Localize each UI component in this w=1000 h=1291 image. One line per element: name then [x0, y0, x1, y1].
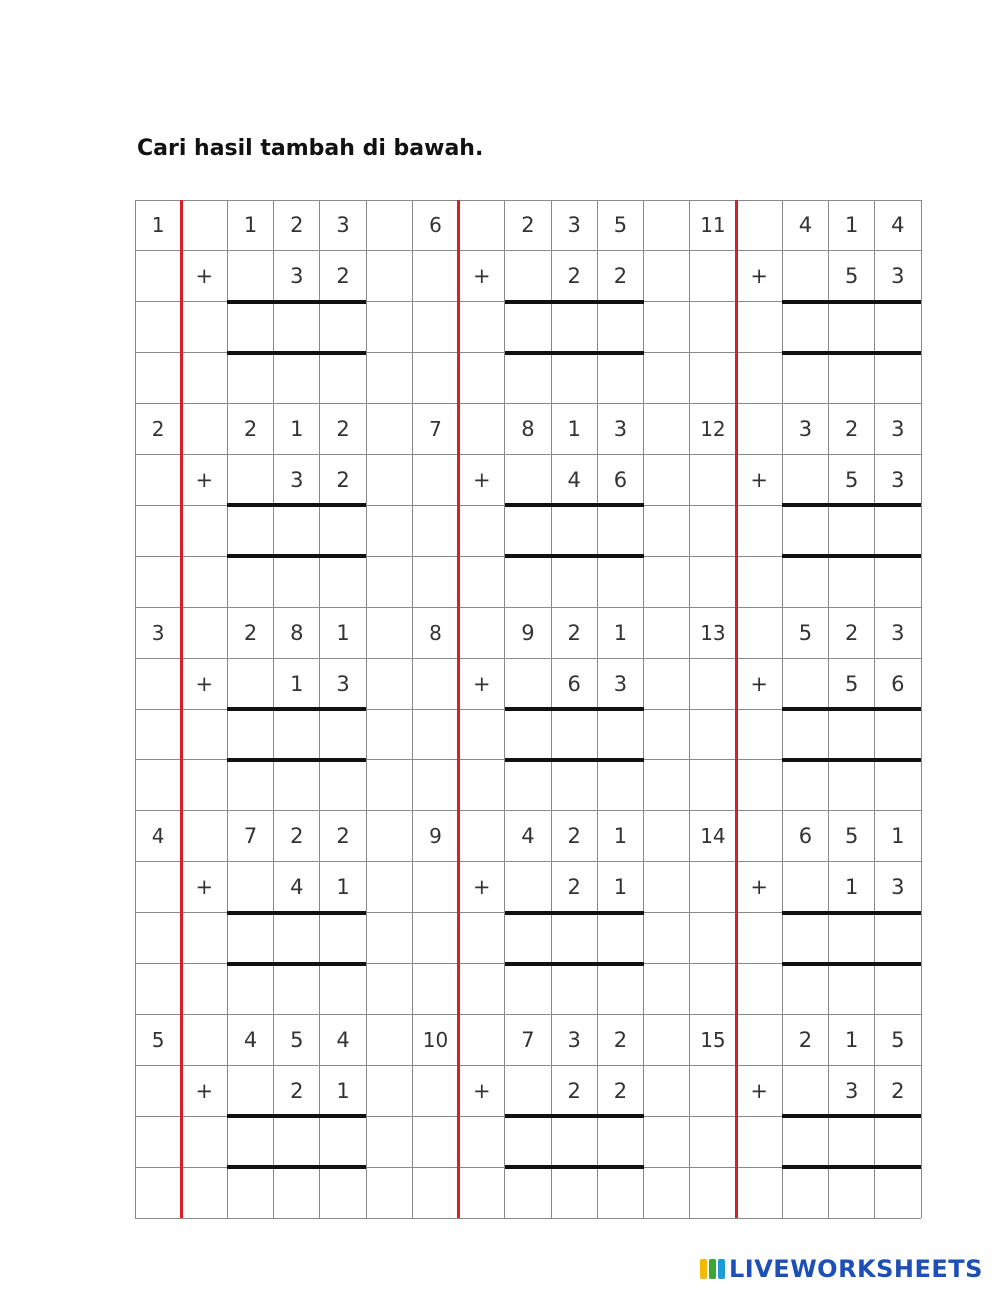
- sum-line: [782, 911, 921, 915]
- digit: 2: [798, 1027, 813, 1052]
- digit: 1: [567, 417, 581, 442]
- digit: 2: [844, 620, 859, 645]
- digit: 3: [891, 467, 905, 492]
- digit: 2: [613, 264, 628, 289]
- answer-cell[interactable]: [320, 1116, 366, 1167]
- answer-cell[interactable]: [551, 1116, 597, 1167]
- sum-line: [782, 1165, 921, 1169]
- digit: 5: [844, 671, 859, 696]
- digit: 2: [567, 264, 581, 289]
- problem-number: 9: [429, 824, 442, 849]
- digit: 1: [243, 213, 258, 238]
- answer-cell[interactable]: [551, 913, 597, 964]
- problem-number: 7: [429, 417, 442, 442]
- sum-line: [227, 962, 366, 966]
- digit: 3: [844, 1078, 859, 1103]
- digit: 7: [521, 1027, 535, 1052]
- digit: [782, 455, 828, 506]
- problem-number: 15: [700, 1027, 726, 1052]
- digit: 3: [891, 417, 905, 442]
- digit: 2: [336, 467, 350, 492]
- sum-line: [505, 351, 644, 355]
- digit: 4: [891, 213, 905, 238]
- digit: 1: [891, 824, 905, 849]
- digit: 1: [613, 824, 628, 849]
- digit: 4: [567, 467, 581, 492]
- sum-line: [782, 300, 921, 304]
- digit: 3: [891, 264, 905, 289]
- digit: 2: [290, 213, 304, 238]
- grid-line-horizontal: [135, 1218, 921, 1219]
- answer-cell[interactable]: [782, 709, 828, 760]
- sum-line: [227, 1165, 366, 1169]
- digit: 2: [891, 1078, 905, 1103]
- answer-cell[interactable]: [227, 505, 273, 556]
- sum-line: [505, 1165, 644, 1169]
- digit: [505, 862, 551, 913]
- answer-cell[interactable]: [505, 505, 551, 556]
- answer-cell[interactable]: [875, 302, 921, 353]
- digit: 5: [798, 620, 813, 645]
- problem-number: 2: [151, 417, 165, 442]
- answer-cell[interactable]: [227, 1116, 273, 1167]
- worksheet-title: Cari hasil tambah di bawah.: [137, 136, 484, 161]
- digit: 2: [243, 620, 258, 645]
- digit: 5: [844, 467, 859, 492]
- plus-sign: +: [472, 264, 491, 289]
- sum-line: [227, 758, 366, 762]
- plus-sign: +: [195, 264, 214, 289]
- answer-cell[interactable]: [782, 913, 828, 964]
- digit: 5: [844, 824, 859, 849]
- problem-number: 11: [700, 213, 726, 238]
- answer-cell[interactable]: [782, 1116, 828, 1167]
- answer-cell[interactable]: [227, 709, 273, 760]
- answer-cell[interactable]: [875, 1116, 921, 1167]
- digit: [505, 251, 551, 302]
- digit: 4: [243, 1027, 258, 1052]
- digit: 9: [521, 620, 535, 645]
- digit: 1: [844, 875, 859, 900]
- sum-line: [505, 503, 644, 507]
- digit: [505, 1065, 551, 1116]
- digit: 2: [613, 1078, 628, 1103]
- answer-cell[interactable]: [274, 913, 320, 964]
- digit: 4: [290, 875, 304, 900]
- sum-line: [782, 1114, 921, 1118]
- digit: 2: [613, 1027, 628, 1052]
- sum-line: [505, 1114, 644, 1118]
- sum-line: [505, 300, 644, 304]
- digit: 3: [891, 875, 905, 900]
- problem-number: 12: [700, 417, 726, 442]
- plus-sign: +: [750, 467, 768, 492]
- digit: 8: [521, 417, 535, 442]
- problem-number: 1: [151, 213, 165, 238]
- digit: 2: [336, 824, 350, 849]
- digit: 2: [290, 824, 304, 849]
- digit: [782, 862, 828, 913]
- digit: 2: [567, 824, 581, 849]
- digit: 3: [336, 671, 350, 696]
- answer-cell[interactable]: [505, 709, 551, 760]
- answer-cell[interactable]: [274, 302, 320, 353]
- problem-number: 13: [700, 620, 726, 645]
- sum-line: [227, 554, 366, 558]
- plus-sign: +: [750, 875, 768, 900]
- answer-cell[interactable]: [320, 709, 366, 760]
- answer-cell[interactable]: [505, 1116, 551, 1167]
- answer-cell[interactable]: [505, 913, 551, 964]
- digit: 1: [336, 875, 350, 900]
- digit: 4: [798, 213, 813, 238]
- digit: 5: [290, 1027, 304, 1052]
- answer-cell[interactable]: [320, 913, 366, 964]
- answer-cell[interactable]: [320, 505, 366, 556]
- sum-line: [782, 962, 921, 966]
- digit: 1: [613, 875, 628, 900]
- sum-line: [505, 707, 644, 711]
- digit: 1: [613, 620, 628, 645]
- problem-number: 8: [429, 620, 442, 645]
- answer-cell[interactable]: [875, 505, 921, 556]
- answer-cell[interactable]: [829, 505, 875, 556]
- plus-sign: +: [750, 264, 768, 289]
- digit: 2: [567, 875, 581, 900]
- digit: 2: [521, 213, 535, 238]
- digit: 5: [891, 1027, 905, 1052]
- answer-cell[interactable]: [875, 913, 921, 964]
- digit: 1: [290, 671, 304, 696]
- digit: 2: [243, 417, 258, 442]
- digit: 3: [613, 671, 628, 696]
- answer-cell[interactable]: [597, 709, 643, 760]
- answer-cell[interactable]: [551, 709, 597, 760]
- digit: 5: [844, 264, 859, 289]
- plus-sign: +: [750, 1078, 768, 1103]
- digit: 2: [290, 1078, 304, 1103]
- plus-sign: +: [472, 1078, 491, 1103]
- answer-cell[interactable]: [829, 709, 875, 760]
- sum-line: [782, 554, 921, 558]
- digit: 6: [613, 467, 628, 492]
- problem-number: 5: [151, 1027, 165, 1052]
- digit: 6: [891, 671, 905, 696]
- answer-cell[interactable]: [505, 302, 551, 353]
- answer-cell[interactable]: [829, 913, 875, 964]
- answer-cell[interactable]: [782, 505, 828, 556]
- digit: 8: [290, 620, 304, 645]
- sum-line: [505, 911, 644, 915]
- answer-cell[interactable]: [875, 709, 921, 760]
- digit: 2: [336, 264, 350, 289]
- answer-cell[interactable]: [597, 302, 643, 353]
- problem-number: 14: [700, 824, 726, 849]
- plus-sign: +: [472, 875, 491, 900]
- digit: [505, 658, 551, 709]
- answer-cell[interactable]: [829, 302, 875, 353]
- problem-number: 3: [151, 620, 165, 645]
- digit: 7: [243, 824, 258, 849]
- problem-number: 6: [429, 213, 442, 238]
- answer-cell[interactable]: [274, 1116, 320, 1167]
- answer-cell[interactable]: [829, 1116, 875, 1167]
- sum-line: [227, 300, 366, 304]
- digit: 3: [290, 467, 304, 492]
- digit: 3: [891, 620, 905, 645]
- digit: 6: [567, 671, 581, 696]
- digit: 4: [521, 824, 535, 849]
- digit: 3: [613, 417, 628, 442]
- answer-cell[interactable]: [227, 302, 273, 353]
- sum-line: [227, 351, 366, 355]
- digit: 3: [567, 1027, 581, 1052]
- digit: 2: [844, 417, 859, 442]
- digit: 4: [336, 1027, 350, 1052]
- answer-cell[interactable]: [551, 302, 597, 353]
- answer-cell[interactable]: [320, 302, 366, 353]
- digit: 2: [567, 620, 581, 645]
- problem-number: 10: [422, 1027, 449, 1052]
- sum-line: [227, 707, 366, 711]
- liveworksheets-icon: [700, 1259, 725, 1279]
- plus-sign: +: [195, 467, 214, 492]
- digit: 1: [844, 213, 859, 238]
- digit: [505, 455, 551, 506]
- digit: [782, 658, 828, 709]
- digit: [782, 1065, 828, 1116]
- sum-line: [227, 503, 366, 507]
- plus-sign: +: [472, 671, 491, 696]
- sum-line: [505, 554, 644, 558]
- digit: 1: [336, 1078, 350, 1103]
- digit: 2: [567, 1078, 581, 1103]
- addition-grid: [135, 200, 921, 1218]
- digit: 6: [798, 824, 813, 849]
- answer-cell[interactable]: [597, 1116, 643, 1167]
- digit: 2: [336, 417, 350, 442]
- plus-sign: +: [472, 467, 491, 492]
- answer-cell[interactable]: [227, 913, 273, 964]
- sum-line: [505, 962, 644, 966]
- problem-number: 4: [151, 824, 165, 849]
- digit: [227, 862, 273, 913]
- sum-line: [782, 707, 921, 711]
- digit: [227, 455, 273, 506]
- sum-line: [505, 758, 644, 762]
- answer-cell[interactable]: [597, 505, 643, 556]
- digit: 1: [290, 417, 304, 442]
- digit: 3: [798, 417, 813, 442]
- digit: [227, 251, 273, 302]
- answer-cell[interactable]: [274, 505, 320, 556]
- digit: 3: [290, 264, 304, 289]
- digit: 5: [613, 213, 628, 238]
- digit: 3: [336, 213, 350, 238]
- plus-sign: +: [195, 1078, 214, 1103]
- digit: [782, 251, 828, 302]
- plus-sign: +: [195, 875, 214, 900]
- digit: 1: [844, 1027, 859, 1052]
- sum-line: [227, 1114, 366, 1118]
- digit: [227, 658, 273, 709]
- sum-line: [782, 758, 921, 762]
- answer-cell[interactable]: [782, 302, 828, 353]
- plus-sign: +: [750, 671, 768, 696]
- answer-cell[interactable]: [274, 709, 320, 760]
- digit: [227, 1065, 273, 1116]
- answer-cell[interactable]: [551, 505, 597, 556]
- sum-line: [227, 911, 366, 915]
- brand-name: LIVEWORKSHEETS: [729, 1255, 983, 1283]
- digit: 1: [336, 620, 350, 645]
- plus-sign: +: [195, 671, 214, 696]
- sum-line: [782, 351, 921, 355]
- digit: 3: [567, 213, 581, 238]
- answer-cell[interactable]: [597, 913, 643, 964]
- liveworksheets-logo: [700, 1255, 983, 1283]
- sum-line: [782, 503, 921, 507]
